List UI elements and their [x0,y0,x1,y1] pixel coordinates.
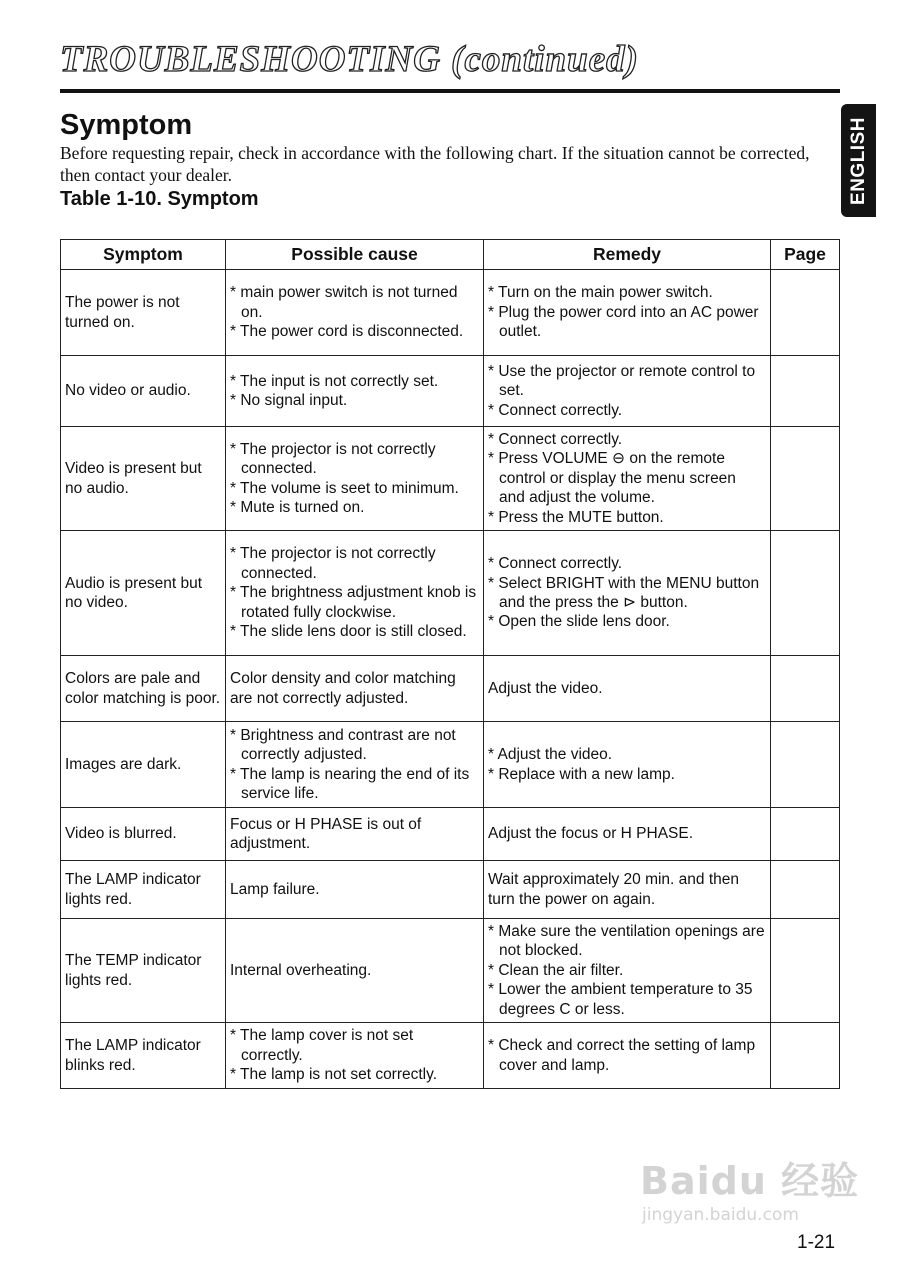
remedy-cell [484,1023,771,1089]
remedy-item: * Adjust the video. [488,746,613,764]
language-tab [841,104,876,217]
page-number: 1-21 [797,1232,836,1253]
cause-item: * The lamp is nearing the end of its service life. [230,765,470,802]
table-row [61,427,840,531]
cause-item: * The input is not correctly set. [230,372,439,390]
remedy-item: * Lower the ambient temperature to 35 degrees C or less. [488,981,753,1018]
remedy-cell [484,808,771,861]
cause-cell [226,427,484,531]
cause-cell [226,356,484,427]
symptom-cell: Images are dark. [61,722,226,808]
cause-item: * The volume is seet to minimum. [230,479,459,497]
symptom-cell: Video is present but no audio. [61,427,226,531]
cause-cell [226,861,484,919]
cause-item: * Mute is turned on. [230,498,365,516]
table-row [61,656,840,722]
page-cell [771,722,840,808]
cause-cell [226,919,484,1023]
cause-item: * No signal input. [230,392,348,409]
table-row [61,722,840,808]
table-row [61,270,840,356]
symptom-table [60,239,840,1089]
remedy-cell [484,531,771,656]
remedy-item: * Clean the air filter. [488,961,624,979]
cause-cell [226,531,484,656]
remedy-item: * Press the MUTE button. [488,508,664,526]
header-possible-cause: Possible cause [226,240,484,270]
cause-item: * The lamp is not set correctly. [230,1066,438,1084]
table-header-row [61,240,840,270]
page-cell [771,427,840,531]
page-cell [771,919,840,1023]
remedy-item: * Check and correct the setting of lamp cover and lamp. [488,1037,756,1074]
page-cell [771,356,840,427]
cause-cell [226,656,484,722]
cause-cell [226,808,484,861]
symptom-cell: Audio is present but no video. [61,531,226,656]
table-row [61,531,840,656]
remedy-item: * Use the projector or remote control to set. [488,362,756,400]
page-cell [771,656,840,722]
symptom-cell: The LAMP indicator lights red. [61,861,226,919]
cause-cell [226,1023,484,1089]
remedy-item: * Select BRIGHT with the MENU button and the press the ⊳ button. [488,574,760,611]
remedy-cell [484,722,771,808]
watermark-url: jingyan.baidu.com [642,1205,799,1225]
remedy-cell [484,356,771,427]
cause-cell [226,270,484,356]
cause-item: * Brightness and contrast are not correctly adjusted. [230,726,456,764]
table-row [61,1023,840,1089]
remedy-cell [484,656,771,722]
remedy-item: * Make sure the ventilation openings are not blocked. [488,922,765,960]
remedy-item: * Replace with a new lamp. [488,765,675,783]
header-rule [60,89,840,93]
page-cell [771,1023,840,1089]
page-header-title: TROUBLESHOOTING (continued) [60,39,639,80]
remedy-item: * Plug the power cord into an AC power outlet. [488,303,759,341]
symptom-cell: Video is blurred. [61,808,226,861]
cause-item: * main power switch is not turned on. [230,284,458,321]
symptom-cell: The LAMP indicator blinks red. [61,1023,226,1089]
table-row [61,808,840,861]
cause-item: * The power cord is disconnected. [230,323,464,341]
header-page: Page [771,240,840,270]
table-row [61,861,840,919]
table-caption: Table 1-10. Symptom [60,188,259,210]
language-tab-label: ENGLISH [847,116,869,205]
table-row [61,356,840,427]
intro-paragraph: Before requesting repair, check in accordance with the following chart. If the situation cannot be corrected, then contact your dealer. [60,143,810,185]
remedy-item: * Connect correctly. [488,401,623,419]
symptom-cell: The power is not turned on. [61,270,226,356]
symptom-cell: The TEMP indicator lights red. [61,919,226,1023]
remedy-item: * Turn on the main power switch. [488,284,713,302]
remedy-item: * Connect correctly. [488,555,623,573]
symptom-cell: Colors are pale and color matching is poor. [61,656,226,722]
cause-item: * The projector is not correctly connected. [230,545,436,582]
page-cell [771,808,840,861]
watermark [640,1150,859,1225]
cause-item: Lamp failure. [230,880,320,898]
header-remedy: Remedy [484,240,771,270]
remedy-item: * Open the slide lens door. [488,613,670,631]
remedy-item: Adjust the video. [488,679,603,697]
cause-item: * The projector is not correctly connected. [230,440,436,478]
cause-item: Focus or H PHASE is out of adjustment. [230,815,422,852]
cause-item: * The brightness adjustment knob is rotated fully clockwise. [230,584,477,621]
remedy-item: * Press VOLUME ⊖ on the remote control or display the menu screen and adjust the volume. [488,450,736,507]
remedy-cell [484,270,771,356]
cause-item: * The lamp cover is not set correctly. [230,1027,414,1064]
page-cell [771,531,840,656]
cause-cell [226,722,484,808]
cause-item: * The slide lens door is still closed. [230,623,467,641]
cause-item: Internal overheating. [230,961,372,979]
watermark-brand: Baidu 经验 [640,1159,860,1203]
section-title: Symptom [60,109,193,141]
remedy-item: * Connect correctly. [488,430,623,448]
cause-item: Color density and color matching are not correctly adjusted. [230,670,456,707]
page-cell [771,270,840,356]
page-cell [771,861,840,919]
remedy-cell [484,861,771,919]
table-row [61,919,840,1023]
header-symptom: Symptom [61,240,226,270]
symptom-cell: No video or audio. [61,356,226,427]
remedy-cell [484,427,771,531]
remedy-item: Wait approximately 20 min. and then turn the power on again. [488,871,739,908]
remedy-item: Adjust the focus or H PHASE. [488,825,694,843]
remedy-cell [484,919,771,1023]
